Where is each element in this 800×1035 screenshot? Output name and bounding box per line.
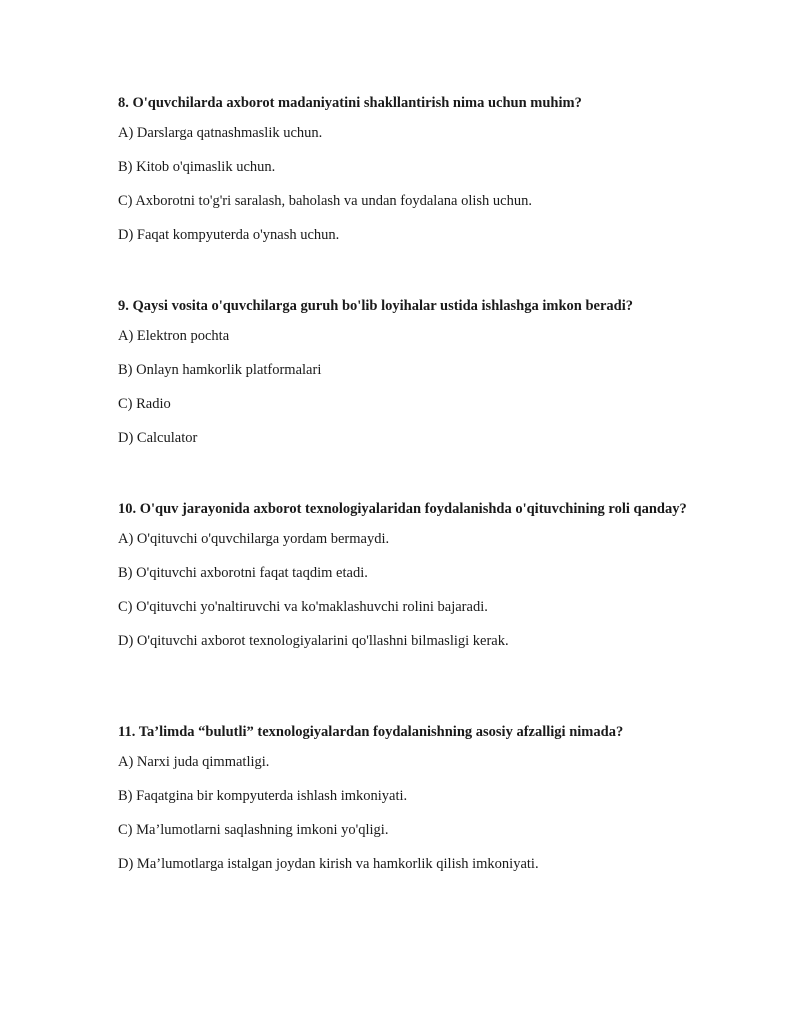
option-c: C) Axborotni to'g'ri saralash, baholash va undan foydalana olish uchun. bbox=[118, 193, 532, 209]
question-9 bbox=[118, 296, 688, 463]
option-a: A) Elektron pochta bbox=[118, 328, 230, 344]
question-11 bbox=[118, 722, 688, 889]
question-title: 10. O'quv jarayonida axborot texnologiyalaridan foydalanishda o'qituvchining roli qanday? bbox=[118, 501, 687, 517]
option-d: D) Calculator bbox=[118, 430, 198, 446]
option-d: D) Ma’lumotlarga istalgan joydan kirish va hamkorlik qilish imkoniyati. bbox=[118, 856, 539, 872]
option-a: A) Darslarga qatnashmaslik uchun. bbox=[118, 125, 323, 141]
question-title: 9. Qaysi vosita o'quvchilarga guruh bo'lib loyihalar ustida ishlashga imkon beradi? bbox=[118, 298, 634, 314]
option-b: B) Kitob o'qimaslik uchun. bbox=[118, 159, 276, 175]
option-b: B) O'qituvchi axborotni faqat taqdim etadi. bbox=[118, 565, 368, 581]
option-c: C) O'qituvchi yo'naltiruvchi va ko'maklashuvchi rolini bajaradi. bbox=[118, 599, 488, 615]
option-a: A) O'qituvchi o'quvchilarga yordam bermaydi. bbox=[118, 531, 390, 547]
option-d: D) O'qituvchi axborot texnologiyalarini qo'llashni bilmasligi kerak. bbox=[118, 633, 509, 649]
question-10 bbox=[118, 499, 688, 666]
option-d: D) Faqat kompyuterda o'ynash uchun. bbox=[118, 227, 340, 243]
option-b: B) Faqatgina bir kompyuterda ishlash imkoniyati. bbox=[118, 788, 408, 804]
question-title: 11. Ta’limda “bulutli” texnologiyalardan foydalanishning asosiy afzalligi nimada? bbox=[118, 724, 624, 740]
option-b: B) Onlayn hamkorlik platformalari bbox=[118, 362, 322, 378]
question-8 bbox=[118, 93, 688, 260]
option-a: A) Narxi juda qimmatligi. bbox=[118, 754, 270, 770]
option-c: C) Ma’lumotlarni saqlashning imkoni yo'qligi. bbox=[118, 822, 389, 838]
option-c: C) Radio bbox=[118, 396, 171, 412]
question-title: 8. O'quvchilarda axborot madaniyatini shakllantirish nima uchun muhim? bbox=[118, 95, 582, 111]
